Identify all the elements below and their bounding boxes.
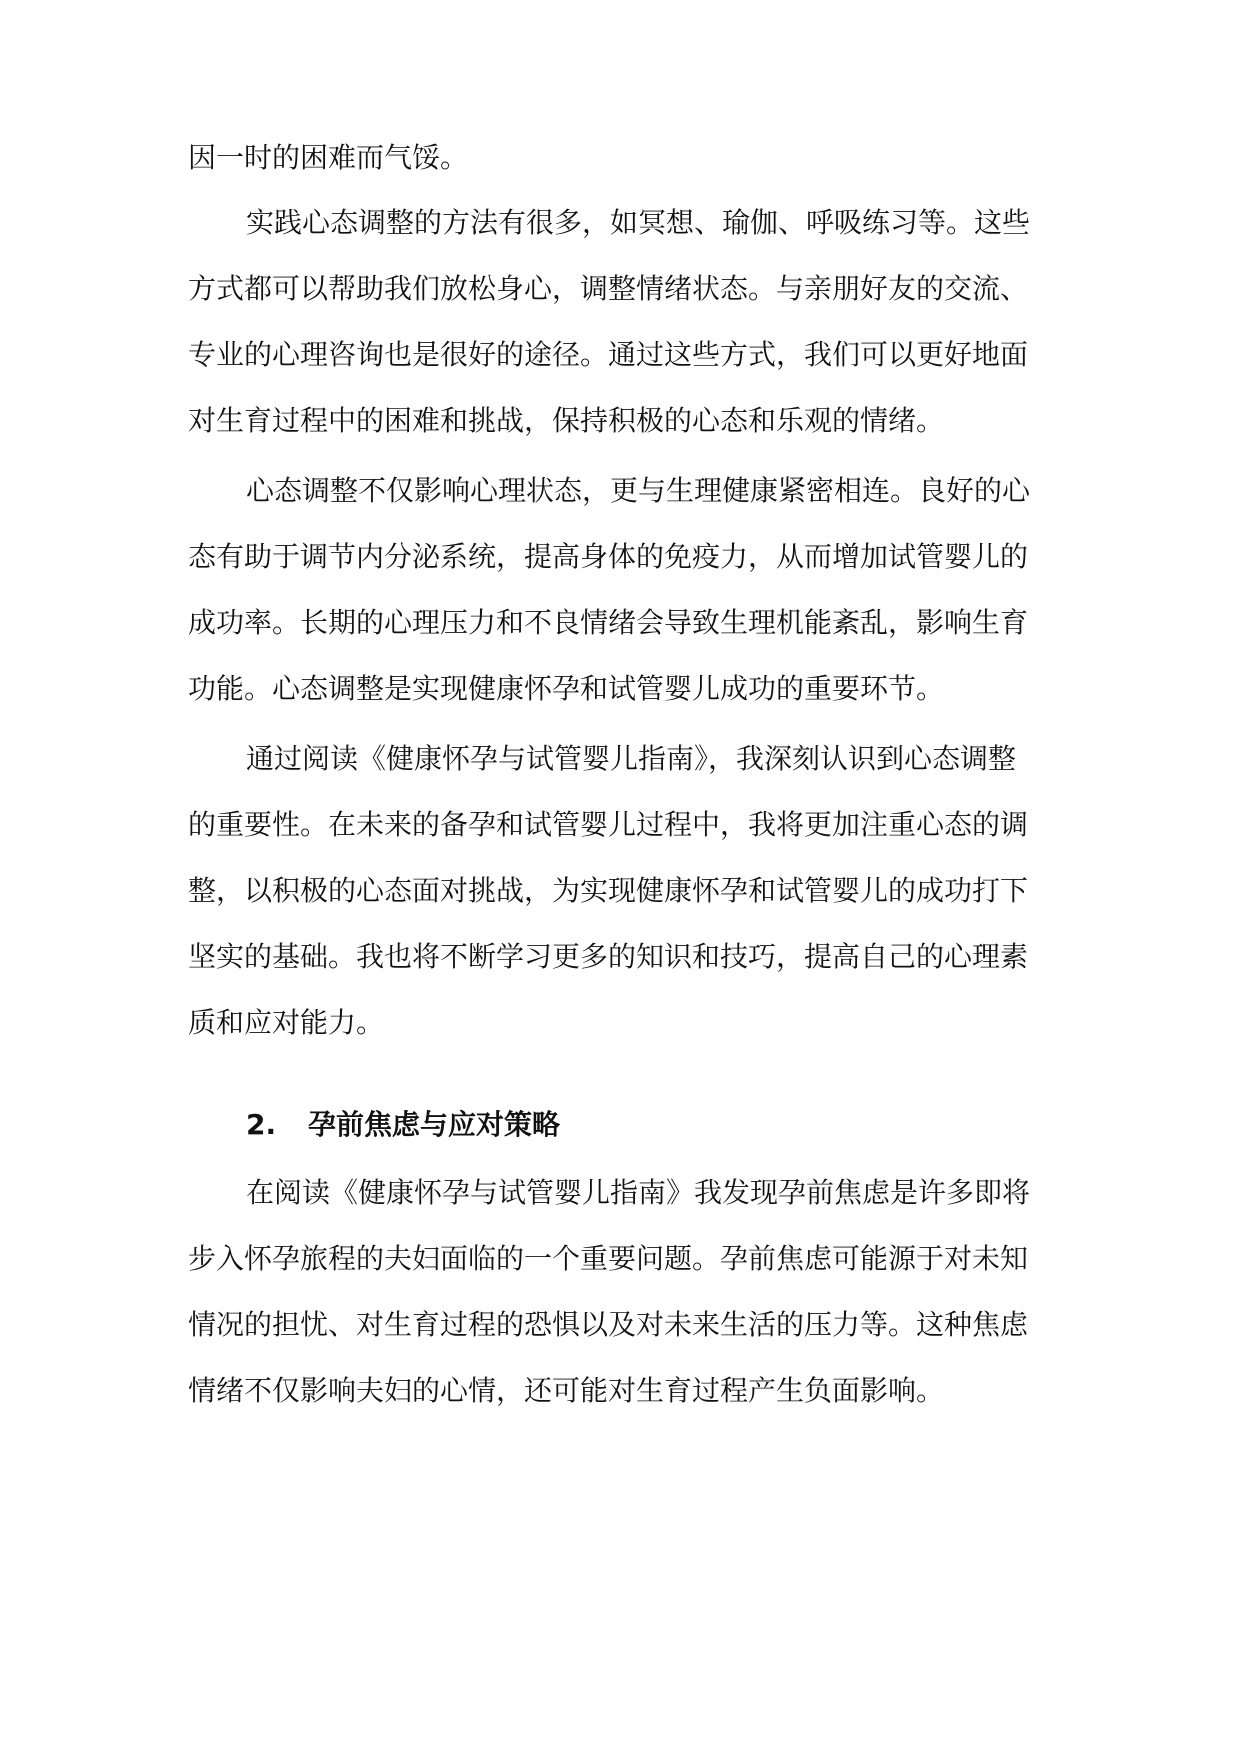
paragraph-line: 对生育过程中的困难和挑战，保持积极的心态和乐观的情绪。 <box>188 404 945 437</box>
paragraph-line: 步入怀孕旅程的夫妇面临的一个重要问题。孕前焦虑可能源于对未知 <box>188 1242 1029 1275</box>
paragraph-line: 方式都可以帮助我们放松身心，调整情绪状态。与亲朋好友的交流、 <box>188 272 1029 305</box>
paragraph-line: 的重要性。在未来的备孕和试管婴儿过程中，我将更加注重心态的调 <box>188 808 1029 841</box>
paragraph-line: 在阅读《健康怀孕与试管婴儿指南》我发现孕前焦虑是许多即将 <box>246 1176 1031 1209</box>
section-heading <box>246 1105 560 1145</box>
paragraph-line: 实践心态调整的方法有很多，如冥想、瑜伽、呼吸练习等。这些 <box>246 206 1031 239</box>
paragraph-line: 功能。心态调整是实现健康怀孕和试管婴儿成功的重要环节。 <box>188 672 945 705</box>
paragraph-line: 心态调整不仅影响心理状态，更与生理健康紧密相连。良好的心 <box>246 474 1031 507</box>
section-number: 2. <box>246 1108 277 1141</box>
paragraph-line: 通过阅读《健康怀孕与试管婴儿指南》，我深刻认识到心态调整 <box>246 742 1017 775</box>
paragraph-line: 因一时的困难而气馁。 <box>188 141 469 174</box>
section-title: 孕前焦虑与应对策略 <box>308 1108 561 1141</box>
paragraph-line: 情况的担忧、对生育过程的恐惧以及对未来生活的压力等。这种焦虑 <box>188 1308 1029 1341</box>
paragraph-line: 质和应对能力。 <box>188 1006 385 1039</box>
paragraph-line: 成功率。长期的心理压力和不良情绪会导致生理机能紊乱，影响生育 <box>188 606 1029 639</box>
paragraph-line: 情绪不仅影响夫妇的心情，还可能对生育过程产生负面影响。 <box>188 1374 945 1407</box>
paragraph-line: 坚实的基础。我也将不断学习更多的知识和技巧，提高自己的心理素 <box>188 940 1029 973</box>
paragraph-line: 专业的心理咨询也是很好的途径。通过这些方式，我们可以更好地面 <box>188 338 1029 371</box>
paragraph-line: 态有助于调节内分泌系统，提高身体的免疫力，从而增加试管婴儿的 <box>188 540 1029 573</box>
paragraph-line: 整，以积极的心态面对挑战，为实现健康怀孕和试管婴儿的成功打下 <box>188 874 1029 907</box>
